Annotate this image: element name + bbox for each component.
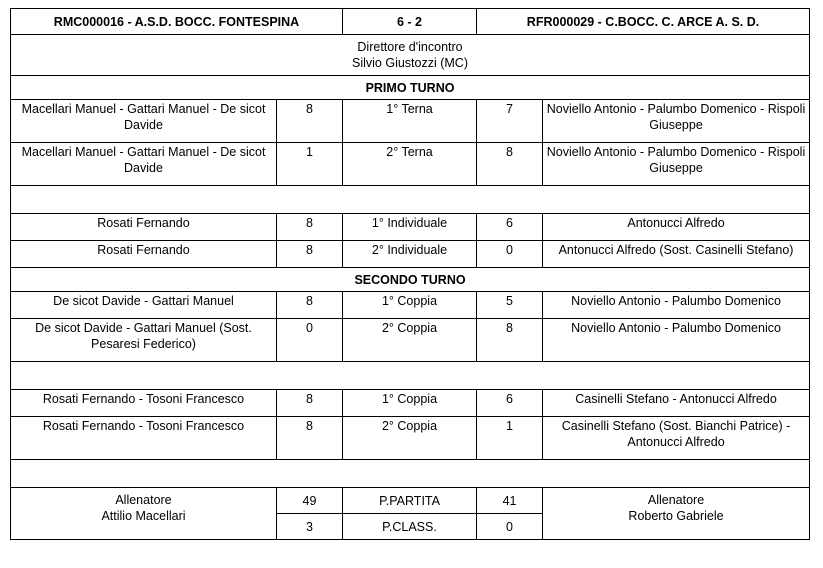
spacer-cell [11,186,810,214]
away-score: 6 [477,214,543,241]
away-players: Casinelli Stefano (Sost. Bianchi Patrice) - Antonucci Alfredo [543,417,810,460]
away-class-points: 0 [477,514,543,540]
away-team-title: RFR000029 - C.BOCC. C. ARCE A. S. D. [477,9,810,35]
game-type: 1° Individuale [343,214,477,241]
class-label: P.CLASS. [343,514,477,540]
home-players: Rosati Fernando - Tosoni Francesco [11,417,277,460]
home-score: 8 [277,100,343,143]
match-row [11,319,810,362]
away-players: Antonucci Alfredo (Sost. Casinelli Stefano) [543,241,810,268]
match-report-sheet [10,8,810,540]
game-type: 1° Coppia [343,292,477,319]
away-partita-points: 41 [477,488,543,514]
match-row [11,143,810,186]
home-score: 8 [277,214,343,241]
away-players: Noviello Antonio - Palumbo Domenico - Rispoli Giuseppe [543,100,810,143]
away-coach-name: Roberto Gabriele [628,509,724,523]
spacer-row [11,186,810,214]
home-partita-points: 49 [277,488,343,514]
spacer-cell [11,460,810,488]
away-score: 8 [477,319,543,362]
section-row-first-round [11,76,810,100]
away-coach-label: Allenatore [647,493,705,507]
home-coach-cell [11,488,277,540]
match-row [11,214,810,241]
partita-label: P.PARTITA [343,488,477,514]
spacer-cell [11,362,810,390]
away-score: 0 [477,241,543,268]
home-class-points: 3 [277,514,343,540]
director-name: Silvio Giustozzi (MC) [352,56,469,70]
game-type: 1° Terna [343,100,477,143]
director-row [11,35,810,76]
spacer-row [11,460,810,488]
away-score: 8 [477,143,543,186]
away-players: Casinelli Stefano - Antonucci Alfredo [543,390,810,417]
match-row [11,292,810,319]
home-players: Macellari Manuel - Gattari Manuel - De sicot Davide [11,100,277,143]
away-score: 5 [477,292,543,319]
home-players: Rosati Fernando [11,214,277,241]
game-type: 2° Coppia [343,319,477,362]
home-players: Macellari Manuel - Gattari Manuel - De sicot Davide [11,143,277,186]
game-type: 2° Coppia [343,417,477,460]
away-players: Noviello Antonio - Palumbo Domenico [543,292,810,319]
home-players: De sicot Davide - Gattari Manuel (Sost. Pesaresi Federico) [11,319,277,362]
away-coach-cell [543,488,810,540]
away-score: 1 [477,417,543,460]
match-row [11,390,810,417]
home-players: Rosati Fernando [11,241,277,268]
away-players: Noviello Antonio - Palumbo Domenico - Rispoli Giuseppe [543,143,810,186]
away-score: 6 [477,390,543,417]
match-row [11,417,810,460]
home-score: 1 [277,143,343,186]
away-players: Noviello Antonio - Palumbo Domenico [543,319,810,362]
home-team-title: RMC000016 - A.S.D. BOCC. FONTESPINA [11,9,343,35]
home-players: Rosati Fernando - Tosoni Francesco [11,390,277,417]
spacer-row [11,362,810,390]
header-row [11,9,810,35]
home-score: 8 [277,390,343,417]
game-type: 1° Coppia [343,390,477,417]
section-row-second-round [11,268,810,292]
director-label: Direttore d'incontro [357,40,463,54]
game-type: 2° Individuale [343,241,477,268]
home-coach-name: Attilio Macellari [101,509,186,523]
game-type: 2° Terna [343,143,477,186]
home-score: 8 [277,292,343,319]
away-players: Antonucci Alfredo [543,214,810,241]
home-players: De sicot Davide - Gattari Manuel [11,292,277,319]
match-row [11,100,810,143]
footer-row-partita [11,488,810,514]
match-report-table [10,8,810,540]
section-title-first-round: PRIMO TURNO [11,76,810,100]
home-score: 8 [277,417,343,460]
match-row [11,241,810,268]
section-title-second-round: SECONDO TURNO [11,268,810,292]
director-cell [11,35,810,76]
home-score: 0 [277,319,343,362]
away-score: 7 [477,100,543,143]
match-score: 6 - 2 [343,9,477,35]
home-score: 8 [277,241,343,268]
home-coach-label: Allenatore [115,493,172,507]
